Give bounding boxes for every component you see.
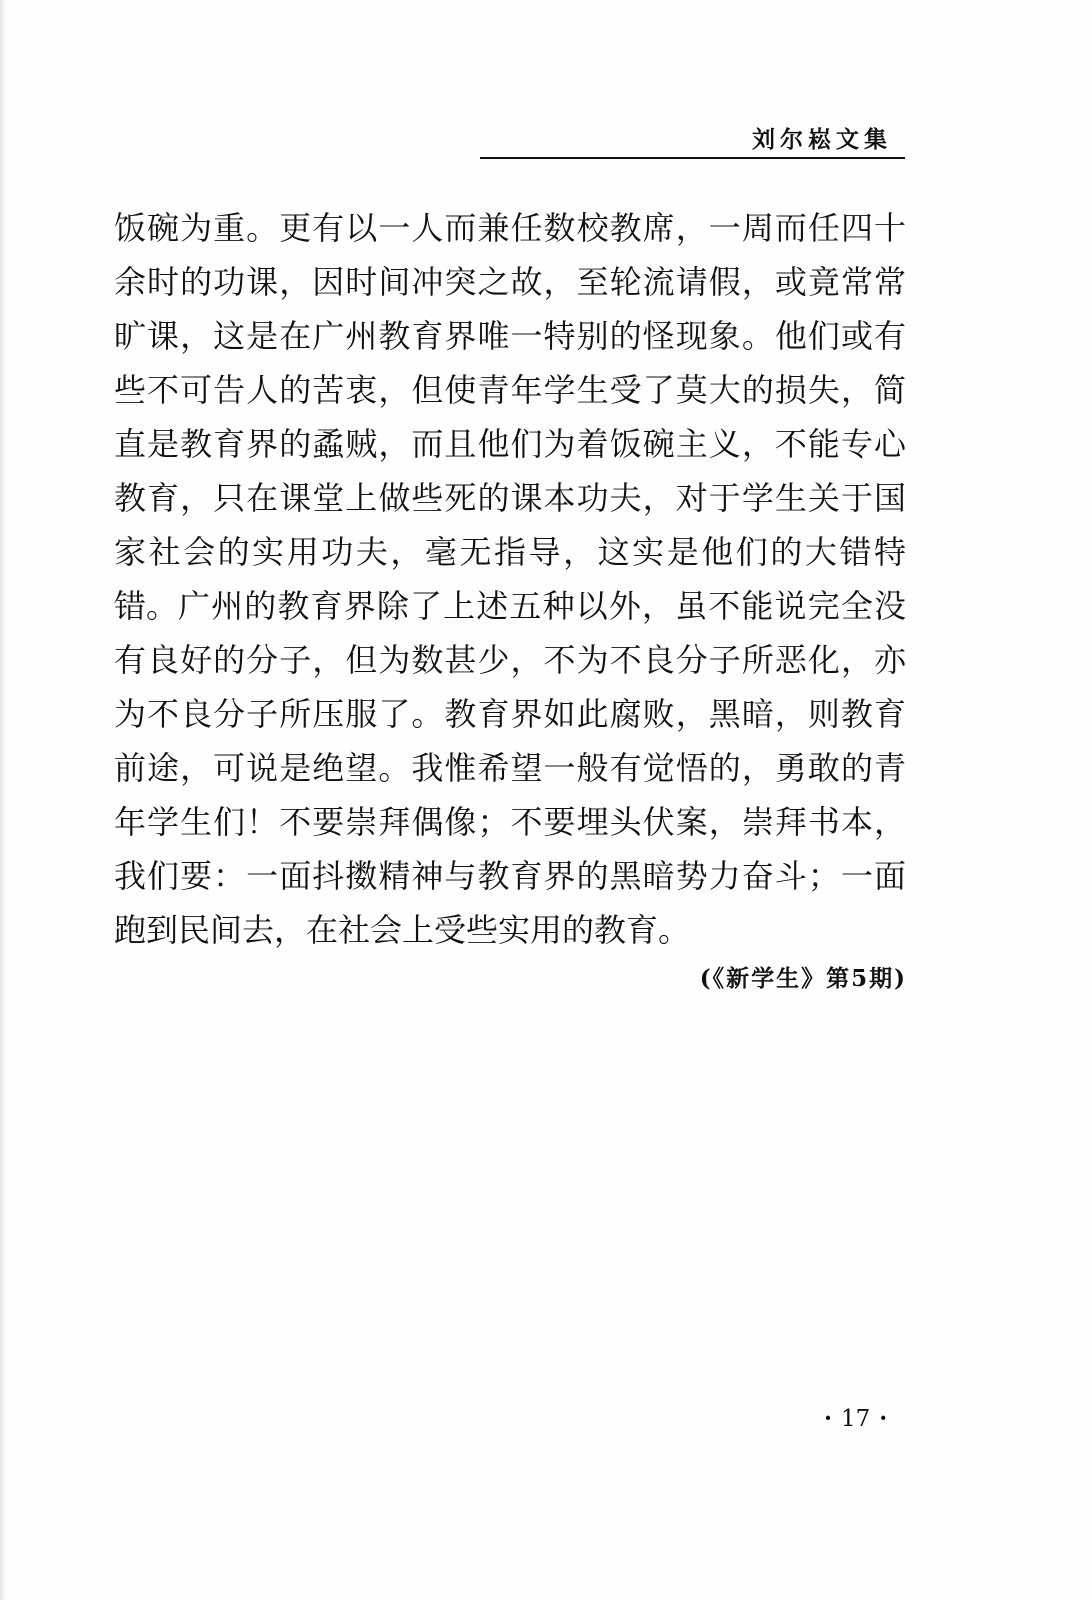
header-rule <box>480 157 905 159</box>
folio-dot-left: · <box>824 1405 833 1432</box>
running-head-title: 刘尔崧文集 <box>752 126 892 153</box>
page-number-footer <box>815 1405 896 1432</box>
source-citation: (《新学生》第5期) <box>699 965 907 992</box>
folio-dot-right: · <box>879 1405 888 1432</box>
body-paragraph-1: 饭碗为重。更有以一人而兼任数校教席，一周而任四十余时的功课，因时间冲突之故，至轮流请假，或竟常常旷课，这是在广州教育界唯一特别的怪现象。他们或有些不可告人的苦衷，但使青年学生受了莫大的损失，简直是教育界的蟊贼，而且他们为着饭碗主义，不能专心教育，只在课堂上做些死的课本功夫，对于学生关于国家社会的实用功夫，毫无指导，这实是他们的大错特错。 <box>114 209 906 625</box>
body-paragraph-2: 广州的教育界除了上述五种以外，虽不能说完全没有良好的分子，但为数甚少，不为不良分子所恶化，亦为不良分子所压服了。教育界如此腐败，黑暗，则教育前途，可说是绝望。我惟希望一般有觉悟的，勇敢的青年学生们！不要崇拜偶像；不要埋头伏案，崇拜书本，我们要：一面抖擞精神与教育界的黑暗势力奋斗；一面跑到民间去，在社会上受些实用的教育。 <box>114 587 906 949</box>
page-number: 17 <box>841 1406 871 1432</box>
scan-edge-shadow <box>0 0 6 1600</box>
